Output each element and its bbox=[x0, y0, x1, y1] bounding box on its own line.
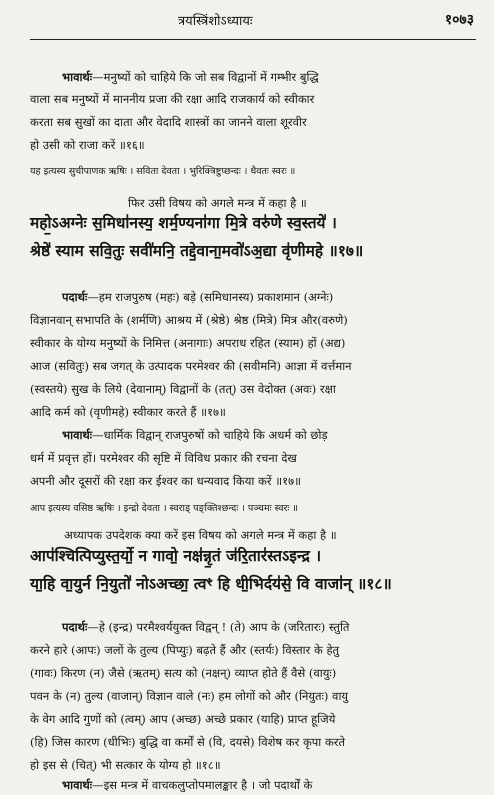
padartha-label: पदार्थः bbox=[62, 290, 88, 304]
text-line: हो इस से (चित्) भी सत्कार के योग्य हो ॥१८॥ bbox=[30, 758, 221, 772]
text-line: धर्म में प्रवृत्त हों। परमेश्वर की सृष्टि में विविध प्रकार की रचना देख bbox=[30, 451, 297, 465]
text-run: —इस मन्त्र में वाचकलुप्तोपमालङ्कार है । जो पदार्थों के bbox=[92, 778, 313, 792]
bhavartha-label: भावार्थः bbox=[62, 778, 93, 792]
text-line: करने हारे (आपः) जलों के तुल्य (पिप्युः) बढ़ते हैं और (स्तर्यः) विस्तार के हेतु bbox=[30, 643, 340, 657]
text-run: —हम राजपुरुष (महः) बड़े (समिधानस्य) प्रकाशमान (अग्नेः) bbox=[87, 290, 334, 304]
paragraph-bhavartha-1-line-1 bbox=[62, 70, 319, 84]
mantra-2-line-1: आप॑श्चित्पिप्युस्त॒र्यो॒ न गावो॒ नक्ष॑न्नृ॒तं ज॑रि॒तार॑स्तऽइन्द्र । bbox=[30, 546, 322, 565]
page-header bbox=[0, 8, 494, 34]
text-line: वाला सब मनुष्यों में माननीय प्रजा की रक्षा आदि राजकार्य को स्वीकार bbox=[30, 92, 315, 106]
mantra-1-line-1: महो॒ऽअग्नेः स॒मिधा॑नस्य॒ शर्म॒ण्यना॑गा मि॒त्रे वरु॑णे स्व॒स्तये॑ । bbox=[30, 213, 337, 232]
text-line: आज (सवितुः) सब जगत् के उत्पादक परमेश्वर की (सवीमनि) आज्ञा में वर्त्तमान bbox=[30, 359, 352, 373]
text-run: —धार्मिक विद्वान् राजपुरुषों को चाहिये कि अधर्म को छोड़ bbox=[92, 428, 328, 442]
text-line: विज्ञानवान् सभापति के (शर्मणि) आश्रय में (श्रेष्ठे) श्रेष्ठ (मित्रे) मित्र और(वरुणे) bbox=[30, 313, 348, 327]
padartha-line-1 bbox=[62, 290, 333, 304]
text-line: आदि कर्म को (वृणीमहे) स्वीकार करते हैं ॥१७॥ bbox=[30, 405, 226, 419]
page-number: १०७३ bbox=[444, 12, 474, 28]
mantra-2-line-2: या॒हि वा॒युर्न नि॒युतो॑ नोऽअच्छा॒ त्वꣳ हि धी॒भिर्दय॑से॒ वि वाजा॑न् ॥१८॥ bbox=[30, 574, 392, 593]
bhavartha-label: भावार्थः bbox=[62, 428, 93, 442]
header-rule bbox=[30, 39, 476, 40]
text-line: (स्वस्तये) सुख के लिये (देवानाम्) विद्वानों के (तत्) उस वेदोक्त (अवः) रक्षा bbox=[30, 382, 336, 396]
text-line: करता सब सुखों का दाता और वेदादि शास्त्रों का जानने वाला शूरवीर bbox=[30, 115, 307, 129]
text-line: (गावः) किरण (न) जैसे (ऋतम्) सत्य को (नक्षन्) व्याप्त होते हैं वैसे (वायुः) bbox=[30, 666, 337, 680]
text-line: हो उसी को राजा करें ॥१६॥ bbox=[30, 138, 145, 152]
text-line: के वेग आदि गुणों को (त्वम्) आप (अच्छ) अच्छे प्रकार (याहि) प्राप्त हूजिये bbox=[30, 712, 336, 726]
text-run: —मनुष्यों को चाहिये कि जो सब विद्वानों में गम्भीर बुद्धि bbox=[92, 70, 319, 84]
text-line: (हि) जिस कारण (धीभिः) बुद्धि वा कर्मों से (वि, दयसे) विशेष कर कृपा करते bbox=[30, 735, 346, 749]
mantra-intro: अध्यापक उपदेशक क्या करें इस विषय को अगले मन्त्र में कहा है ॥ bbox=[64, 528, 337, 542]
text-line: स्वीकार के योग्य मनुष्यों के निमित्त (अनागाः) अपराध रहित (स्याम) हों (अद्य) bbox=[30, 336, 346, 350]
text-line: पवन के (न) तुल्य (वाजान्) विज्ञान वाले (नः) हम लोगों को और (नियुतः) वायु bbox=[30, 689, 349, 703]
text-line: अपनी और दूसरों की रक्षा कर ईश्वर का धन्यवाद किया करें ॥१७॥ bbox=[30, 474, 301, 488]
mantra-intro: फिर उसी विषय को अगले मन्त्र में कहा है ॥ bbox=[128, 196, 307, 210]
text-run: —हे (इन्द्र) परमैश्वर्ययुक्त विद्वन् ! (ते) आप के (जरितारः) स्तुति bbox=[87, 620, 350, 634]
rishi-devata-line: आप इत्यस्य वसिष्ठ ऋषिः । इन्द्रो देवता । स्वराड् पङ्क्तिश्छन्दः । पञ्चमः स्वरः ॥ bbox=[30, 503, 299, 514]
rishi-devata-line: यह इत्यस्य सुचीपाणक ऋषिः । सविता देवता । भुरिक्त्रिष्टुप्छन्दः । धैवतः स्वरः ॥ bbox=[30, 166, 296, 177]
padartha-2-line-1 bbox=[62, 620, 349, 634]
padartha-label: पदार्थः bbox=[62, 620, 88, 634]
bhavartha-3-line-1 bbox=[62, 778, 312, 792]
bhavartha-label: भावार्थः bbox=[62, 70, 93, 84]
bhavartha-2-line-1 bbox=[62, 428, 328, 442]
mantra-1-line-2: श्रेष्ठे॑ स्याम सवि॒तुः सवी॑मनि॒ तद्दे॒वाना॒मवो॑ऽअ॒द्या वृ॑णीमहे ॥१७॥ bbox=[30, 241, 364, 260]
running-title: त्रयस्त्रिंशोऽध्यायः bbox=[178, 14, 253, 29]
